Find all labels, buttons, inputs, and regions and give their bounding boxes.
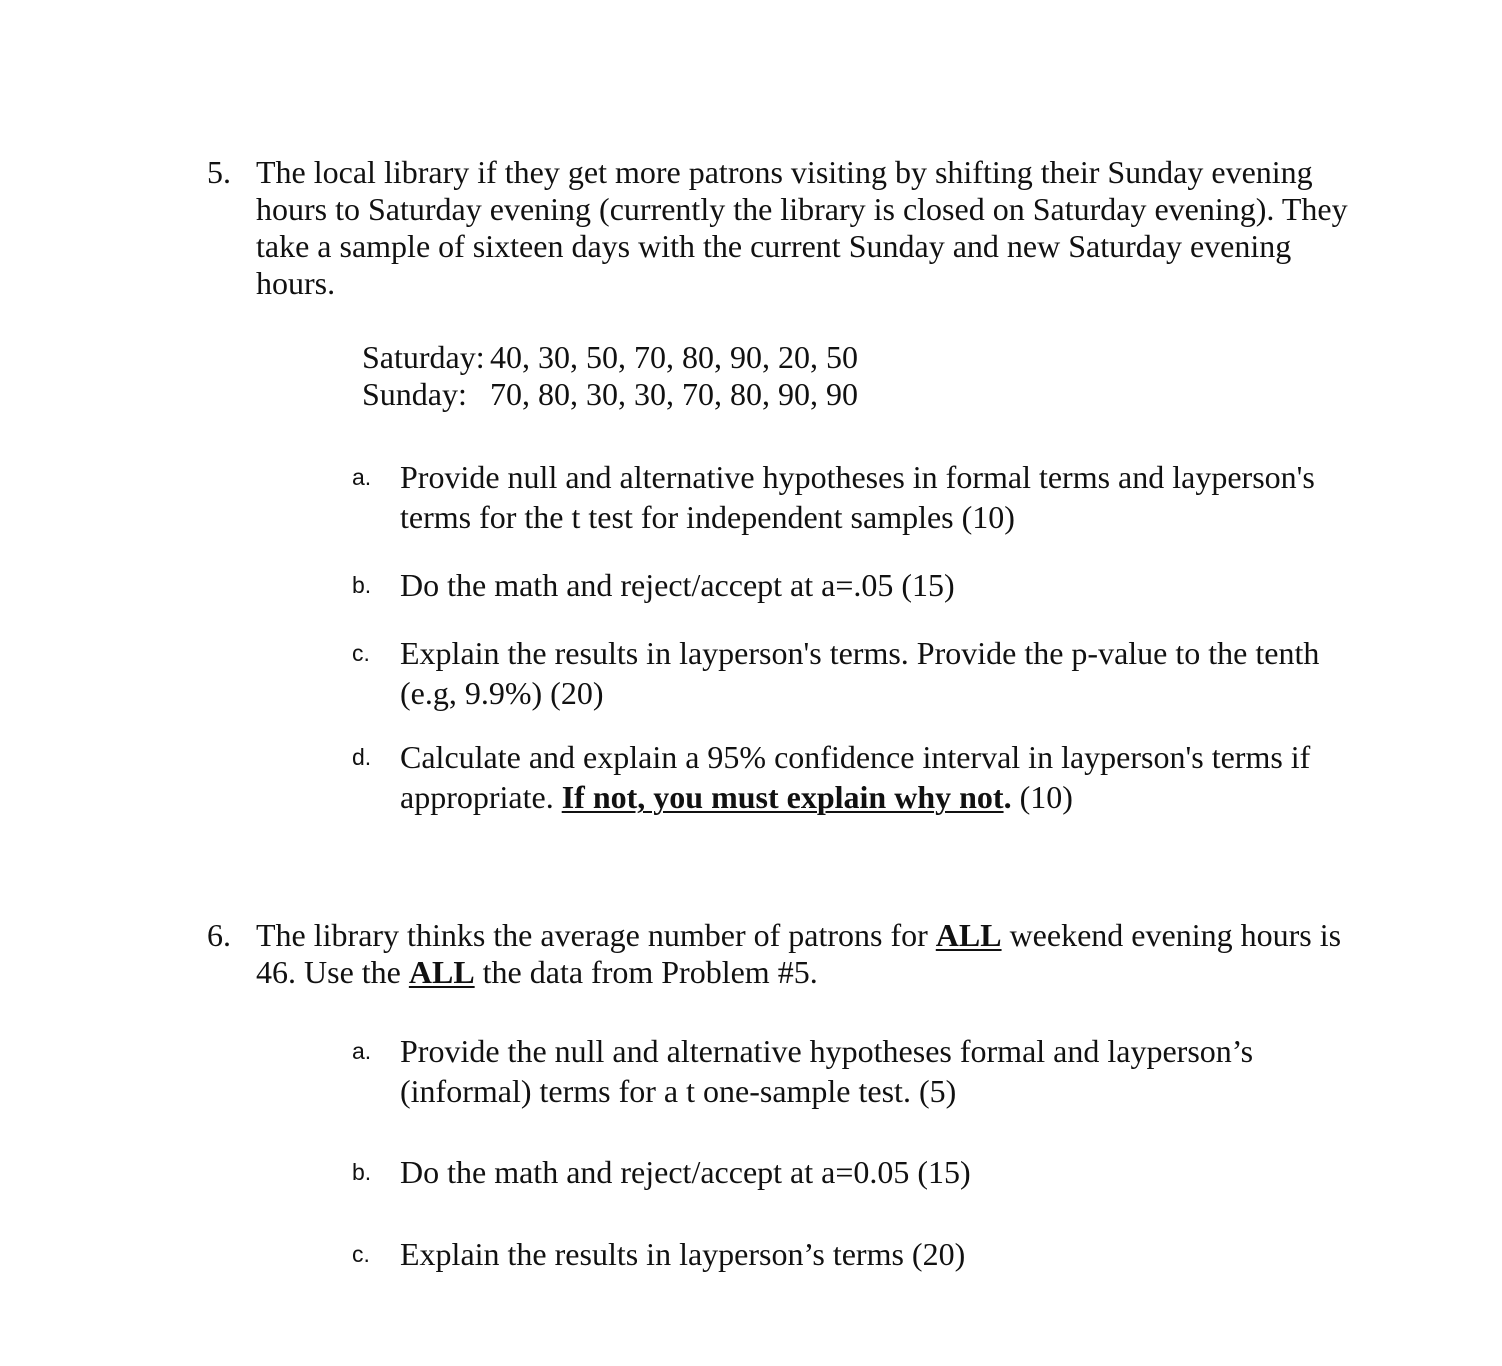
- problem-5d-text-after: (10): [1011, 779, 1073, 815]
- problem-5d-letter: d.: [352, 744, 372, 770]
- problem-5b-text: Do the math and reject/accept at a=.05 (15): [400, 567, 955, 603]
- saturday-values: 40, 30, 50, 70, 80, 90, 20, 50: [490, 339, 858, 375]
- problem-6-text-part1: The library thinks the average number of patrons for: [256, 917, 936, 953]
- problem-5d-emphasis: If not, you must explain why not: [561, 779, 1004, 815]
- problem-5-text: The local library if they get more patrons visiting by shifting their Sunday evening hours to Saturday evening (currently the library is closed on Saturday evening). They take a sample of sixteen days with the current Sunday and new Saturday evening hours.: [256, 154, 1356, 301]
- problem-5c-letter: c.: [352, 640, 370, 666]
- problem-6b-text: Do the math and reject/accept at a=0.05 (15): [400, 1154, 971, 1190]
- problem-5a-text: Provide null and alternative hypotheses in formal terms and layperson's terms for the t test for independent samples (10): [400, 459, 1315, 535]
- problem-6-emphasis-all-1: ALL: [935, 917, 1002, 953]
- sunday-data-line: [362, 376, 858, 413]
- problem-6a-text: Provide the null and alternative hypotheses formal and layperson’s (informal) terms for a t one-sample test. (5): [400, 1033, 1254, 1109]
- sunday-values: 70, 80, 30, 30, 70, 80, 90, 90: [490, 376, 858, 412]
- problem-5c-text: Explain the results in layperson's terms. Provide the p-value to the tenth (e.g, 9.9%) (20): [400, 635, 1320, 711]
- problem-5d-period: .: [1003, 779, 1012, 815]
- problem-6a-letter: a.: [352, 1038, 372, 1064]
- saturday-label: Saturday:: [362, 339, 485, 375]
- problem-6b-letter: b.: [352, 1159, 372, 1185]
- problem-6-text-part3: the data from Problem #5.: [474, 954, 818, 990]
- problem-5d-text-before: Calculate and explain a 95% confidence interval in layperson's terms if appropriate.: [400, 739, 1311, 815]
- problem-6-number: 6.: [207, 917, 231, 953]
- problem-5-number: 5.: [207, 154, 231, 190]
- saturday-data-line: [362, 339, 858, 376]
- problem-5b-letter: b.: [352, 572, 372, 598]
- problem-6c-letter: c.: [352, 1241, 370, 1267]
- problem-6c-text: Explain the results in layperson’s terms (20): [400, 1236, 966, 1272]
- problem-6-emphasis-all-2: ALL: [408, 954, 475, 990]
- problem-5d-text: [400, 737, 1360, 817]
- sunday-label: Sunday:: [362, 376, 467, 412]
- problem-6-text: [256, 917, 1366, 991]
- problem-5a-letter: a.: [352, 464, 372, 490]
- problem-6-text-part2: weekend evening hours is 46. Use the: [256, 917, 1350, 990]
